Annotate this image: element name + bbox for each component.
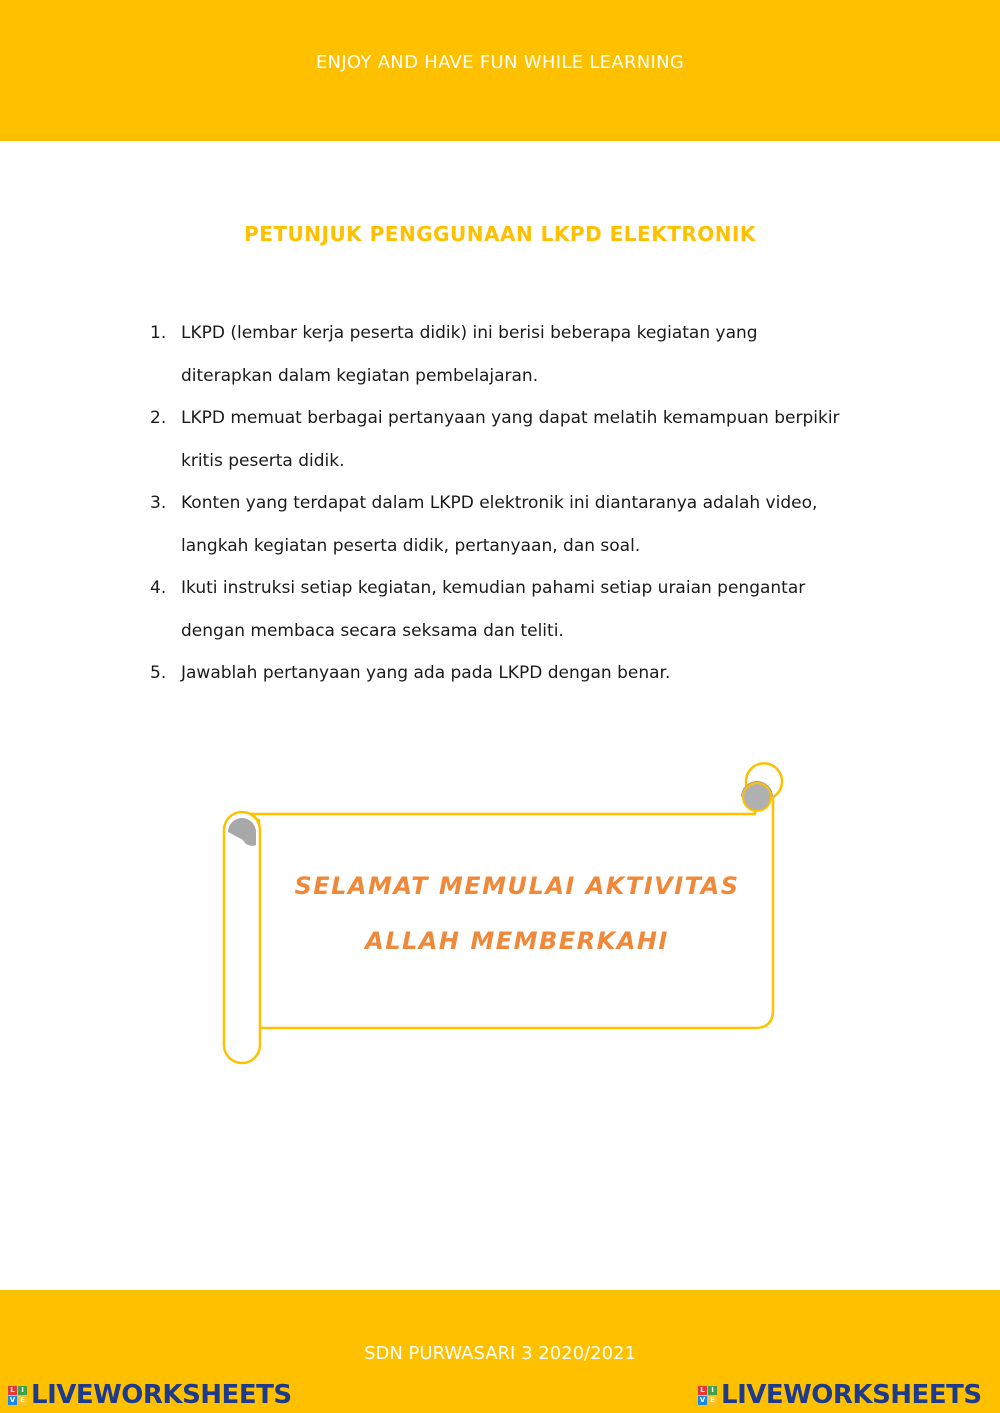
brand-name: LIVEWORKSHEETS <box>721 1380 982 1410</box>
list-item-text-line: Konten yang terdapat dalam LKPD elektronik ini diantaranya adalah video, <box>181 493 818 513</box>
list-item-text-line: langkah kegiatan peserta didik, pertanyaan, dan soal. <box>181 535 641 556</box>
logo-letter: I <box>18 1386 27 1395</box>
logo-letter: I <box>708 1386 717 1395</box>
liveworksheets-logo-icon <box>698 1386 717 1405</box>
scroll-greeting: SELAMAT MEMULAI AKTIVITAS <box>294 872 740 900</box>
footer-school: SDN PURWASARI 3 2020/2021 <box>364 1343 636 1364</box>
list-item-text-line: LKPD memuat berbagai pertanyaan yang dapat melatih kemampuan berpikir <box>181 408 840 428</box>
logo-letter: E <box>18 1396 27 1405</box>
list-item-text-line: LKPD (lembar kerja peserta didik) ini berisi beberapa kegiatan yang <box>181 323 758 343</box>
list-item-text-line: kritis peserta didik. <box>181 450 345 471</box>
list-item-number: 5. <box>150 663 167 683</box>
list-item-text-line: dengan membaca secara seksama dan teliti. <box>181 620 564 641</box>
liveworksheets-brand-left <box>8 1380 292 1410</box>
liveworksheets-logo-icon <box>8 1386 27 1405</box>
list-item-text-line: diterapkan dalam kegiatan pembelajaran. <box>181 365 539 386</box>
brand-name: LIVEWORKSHEETS <box>31 1380 292 1410</box>
scroll-blessing: ALLAH MEMBERKAHI <box>365 927 669 955</box>
logo-letter: L <box>8 1386 17 1395</box>
list-item-number: 1. <box>150 323 167 343</box>
list-item-text-line: Ikuti instruksi setiap kegiatan, kemudian pahami setiap uraian pengantar <box>181 578 806 598</box>
list-item-number: 4. <box>150 578 167 598</box>
page-title: PETUNJUK PENGGUNAAN LKPD ELEKTRONIK <box>244 222 756 246</box>
logo-letter: E <box>708 1396 717 1405</box>
logo-letter: V <box>699 1395 706 1404</box>
list-item-number: 2. <box>150 408 167 428</box>
logo-letter: V <box>9 1395 16 1404</box>
logo-letter: L <box>698 1386 707 1395</box>
list-item-number: 3. <box>150 493 167 513</box>
scroll-curl-icon <box>743 783 771 811</box>
header-slogan: ENJOY AND HAVE FUN WHILE LEARNING <box>315 52 685 73</box>
list-item-text-line: Jawablah pertanyaan yang ada pada LKPD dengan benar. <box>181 663 671 683</box>
liveworksheets-brand-right <box>698 1380 982 1410</box>
